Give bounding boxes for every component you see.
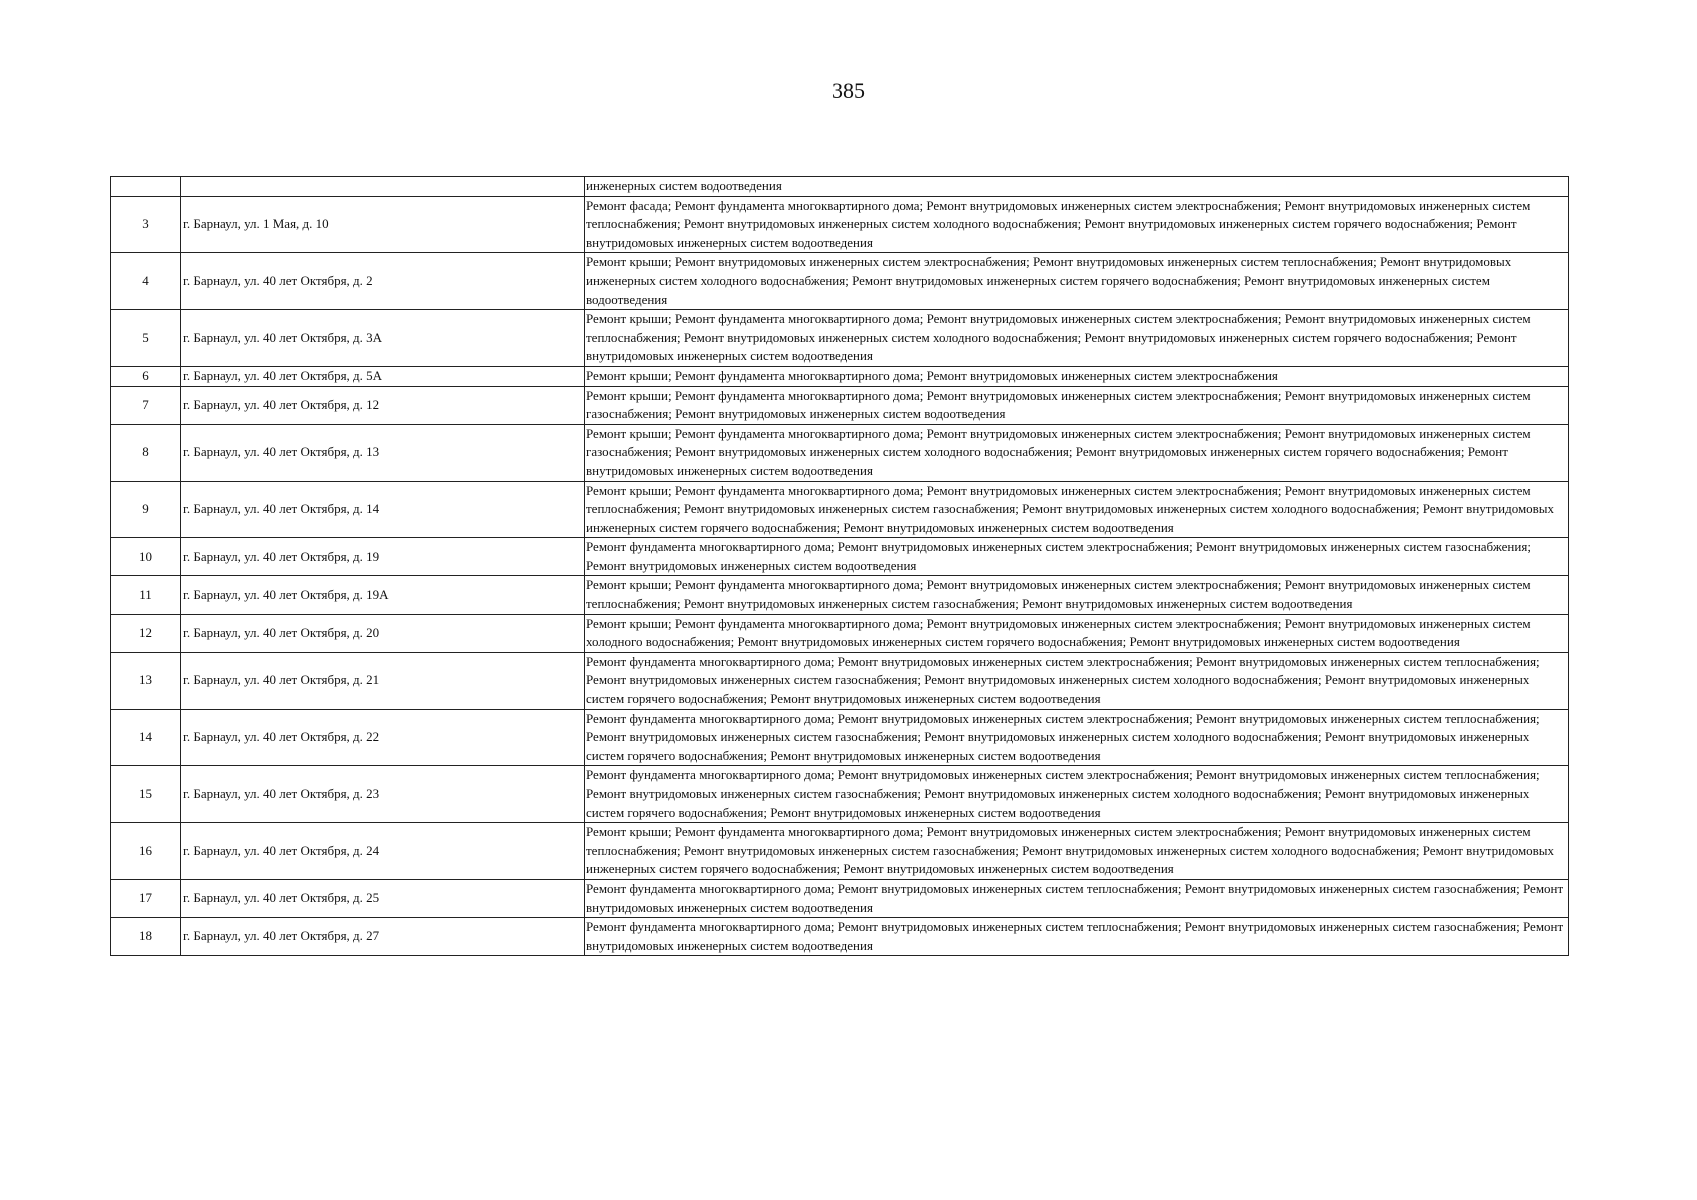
works-cell: Ремонт крыши; Ремонт фундамента многоквартирного дома; Ремонт внутридомовых инженерных систем электроснабжения; Ремонт внутридомовых инженерных систем теплоснабжения; Ремонт внутридомовых инженерных систем газоснабжения; Ремонт внутридомовых инженерных систем водоотведения [585,576,1569,614]
row-number-cell: 16 [111,823,181,880]
address-cell: г. Барнаул, ул. 40 лет Октября, д. 27 [181,918,585,956]
table-row-continuation [111,177,1569,197]
works-cell: Ремонт фундамента многоквартирного дома; Ремонт внутридомовых инженерных систем электроснабжения; Ремонт внутридомовых инженерных систем теплоснабжения; Ремонт внутридомовых инженерных систем газоснабжения; Ремонт внутридомовых инженерных систем холодного водоснабжения; Ремонт внутридомовых инженерных систем горячего водоснабжения; Ремонт внутридомовых инженерных систем водоотведения [585,766,1569,823]
table-row [111,310,1569,367]
row-number-cell: 13 [111,652,181,709]
table-row [111,879,1569,917]
address-cell: г. Барнаул, ул. 40 лет Октября, д. 24 [181,823,585,880]
row-number-cell: 14 [111,709,181,766]
table-row [111,766,1569,823]
row-number-cell [111,177,181,197]
row-number-cell: 15 [111,766,181,823]
table-row [111,709,1569,766]
row-number-cell: 4 [111,253,181,310]
table-row [111,253,1569,310]
table-row [111,652,1569,709]
address-cell: г. Барнаул, ул. 1 Мая, д. 10 [181,196,585,253]
address-cell [181,177,585,197]
address-cell: г. Барнаул, ул. 40 лет Октября, д. 12 [181,386,585,424]
row-number-cell: 6 [111,366,181,386]
address-cell: г. Барнаул, ул. 40 лет Октября, д. 19 [181,538,585,576]
address-cell: г. Барнаул, ул. 40 лет Октября, д. 20 [181,614,585,652]
works-cell: Ремонт фасада; Ремонт фундамента многоквартирного дома; Ремонт внутридомовых инженерных систем электроснабжения; Ремонт внутридомовых инженерных систем теплоснабжения; Ремонт внутридомовых инженерных систем холодного водоснабжения; Ремонт внутридомовых инженерных систем горячего водоснабжения; Ремонт внутридомовых инженерных систем водоотведения [585,196,1569,253]
table-row [111,196,1569,253]
table-row [111,424,1569,481]
row-number-cell: 3 [111,196,181,253]
table-row [111,386,1569,424]
works-cell: Ремонт крыши; Ремонт внутридомовых инженерных систем электроснабжения; Ремонт внутридомовых инженерных систем теплоснабжения; Ремонт внутридомовых инженерных систем холодного водоснабжения; Ремонт внутридомовых инженерных систем горячего водоснабжения; Ремонт внутридомовых инженерных систем водоотведения [585,253,1569,310]
works-cell: Ремонт крыши; Ремонт фундамента многоквартирного дома; Ремонт внутридомовых инженерных систем электроснабжения [585,366,1569,386]
address-cell: г. Барнаул, ул. 40 лет Октября, д. 5А [181,366,585,386]
address-cell: г. Барнаул, ул. 40 лет Октября, д. 3А [181,310,585,367]
works-cell: Ремонт фундамента многоквартирного дома; Ремонт внутридомовых инженерных систем теплоснабжения; Ремонт внутридомовых инженерных систем газоснабжения; Ремонт внутридомовых инженерных систем водоотведения [585,918,1569,956]
row-number-cell: 12 [111,614,181,652]
works-cell: Ремонт крыши; Ремонт фундамента многоквартирного дома; Ремонт внутридомовых инженерных систем электроснабжения; Ремонт внутридомовых инженерных систем теплоснабжения; Ремонт внутридомовых инженерных систем холодного водоснабжения; Ремонт внутридомовых инженерных систем горячего водоснабжения; Ремонт внутридомовых инженерных систем водоотведения [585,310,1569,367]
address-cell: г. Барнаул, ул. 40 лет Октября, д. 19А [181,576,585,614]
address-cell: г. Барнаул, ул. 40 лет Октября, д. 23 [181,766,585,823]
row-number-cell: 7 [111,386,181,424]
row-number-cell: 10 [111,538,181,576]
works-cell: Ремонт фундамента многоквартирного дома; Ремонт внутридомовых инженерных систем теплоснабжения; Ремонт внутридомовых инженерных систем газоснабжения; Ремонт внутридомовых инженерных систем водоотведения [585,879,1569,917]
table-row [111,366,1569,386]
address-cell: г. Барнаул, ул. 40 лет Октября, д. 2 [181,253,585,310]
works-cell: Ремонт крыши; Ремонт фундамента многоквартирного дома; Ремонт внутридомовых инженерных систем электроснабжения; Ремонт внутридомовых инженерных систем холодного водоснабжения; Ремонт внутридомовых инженерных систем горячего водоснабжения; Ремонт внутридомовых инженерных систем водоотведения [585,614,1569,652]
works-cell: инженерных систем водоотведения [585,177,1569,197]
address-cell: г. Барнаул, ул. 40 лет Октября, д. 13 [181,424,585,481]
row-number-cell: 9 [111,481,181,538]
works-cell: Ремонт крыши; Ремонт фундамента многоквартирного дома; Ремонт внутридомовых инженерных систем электроснабжения; Ремонт внутридомовых инженерных систем газоснабжения; Ремонт внутридомовых инженерных систем холодного водоснабжения; Ремонт внутридомовых инженерных систем горячего водоснабжения; Ремонт внутридомовых инженерных систем водоотведения [585,424,1569,481]
address-cell: г. Барнаул, ул. 40 лет Октября, д. 22 [181,709,585,766]
table-row [111,823,1569,880]
works-cell: Ремонт крыши; Ремонт фундамента многоквартирного дома; Ремонт внутридомовых инженерных систем электроснабжения; Ремонт внутридомовых инженерных систем газоснабжения; Ремонт внутридомовых инженерных систем водоотведения [585,386,1569,424]
repair-works-table [110,176,1569,956]
address-cell: г. Барнаул, ул. 40 лет Октября, д. 21 [181,652,585,709]
row-number-cell: 5 [111,310,181,367]
works-cell: Ремонт крыши; Ремонт фундамента многоквартирного дома; Ремонт внутридомовых инженерных систем электроснабжения; Ремонт внутридомовых инженерных систем теплоснабжения; Ремонт внутридомовых инженерных систем газоснабжения; Ремонт внутридомовых инженерных систем холодного водоснабжения; Ремонт внутридомовых инженерных систем горячего водоснабжения; Ремонт внутридомовых инженерных систем водоотведения [585,481,1569,538]
works-cell: Ремонт фундамента многоквартирного дома; Ремонт внутридомовых инженерных систем электроснабжения; Ремонт внутридомовых инженерных систем теплоснабжения; Ремонт внутридомовых инженерных систем газоснабжения; Ремонт внутридомовых инженерных систем холодного водоснабжения; Ремонт внутридомовых инженерных систем горячего водоснабжения; Ремонт внутридомовых инженерных систем водоотведения [585,709,1569,766]
table-row [111,614,1569,652]
row-number-cell: 11 [111,576,181,614]
page-number: 385 [832,78,865,103]
address-cell: г. Барнаул, ул. 40 лет Октября, д. 14 [181,481,585,538]
table-row [111,481,1569,538]
table-row [111,918,1569,956]
row-number-cell: 8 [111,424,181,481]
row-number-cell: 17 [111,879,181,917]
works-cell: Ремонт фундамента многоквартирного дома; Ремонт внутридомовых инженерных систем электроснабжения; Ремонт внутридомовых инженерных систем газоснабжения; Ремонт внутридомовых инженерных систем водоотведения [585,538,1569,576]
row-number-cell: 18 [111,918,181,956]
works-cell: Ремонт крыши; Ремонт фундамента многоквартирного дома; Ремонт внутридомовых инженерных систем электроснабжения; Ремонт внутридомовых инженерных систем теплоснабжения; Ремонт внутридомовых инженерных систем газоснабжения; Ремонт внутридомовых инженерных систем холодного водоснабжения; Ремонт внутридомовых инженерных систем горячего водоснабжения; Ремонт внутридомовых инженерных систем водоотведения [585,823,1569,880]
table-row [111,538,1569,576]
table-row [111,576,1569,614]
address-cell: г. Барнаул, ул. 40 лет Октября, д. 25 [181,879,585,917]
works-cell: Ремонт фундамента многоквартирного дома; Ремонт внутридомовых инженерных систем электроснабжения; Ремонт внутридомовых инженерных систем теплоснабжения; Ремонт внутридомовых инженерных систем газоснабжения; Ремонт внутридомовых инженерных систем холодного водоснабжения; Ремонт внутридомовых инженерных систем горячего водоснабжения; Ремонт внутридомовых инженерных систем водоотведения [585,652,1569,709]
